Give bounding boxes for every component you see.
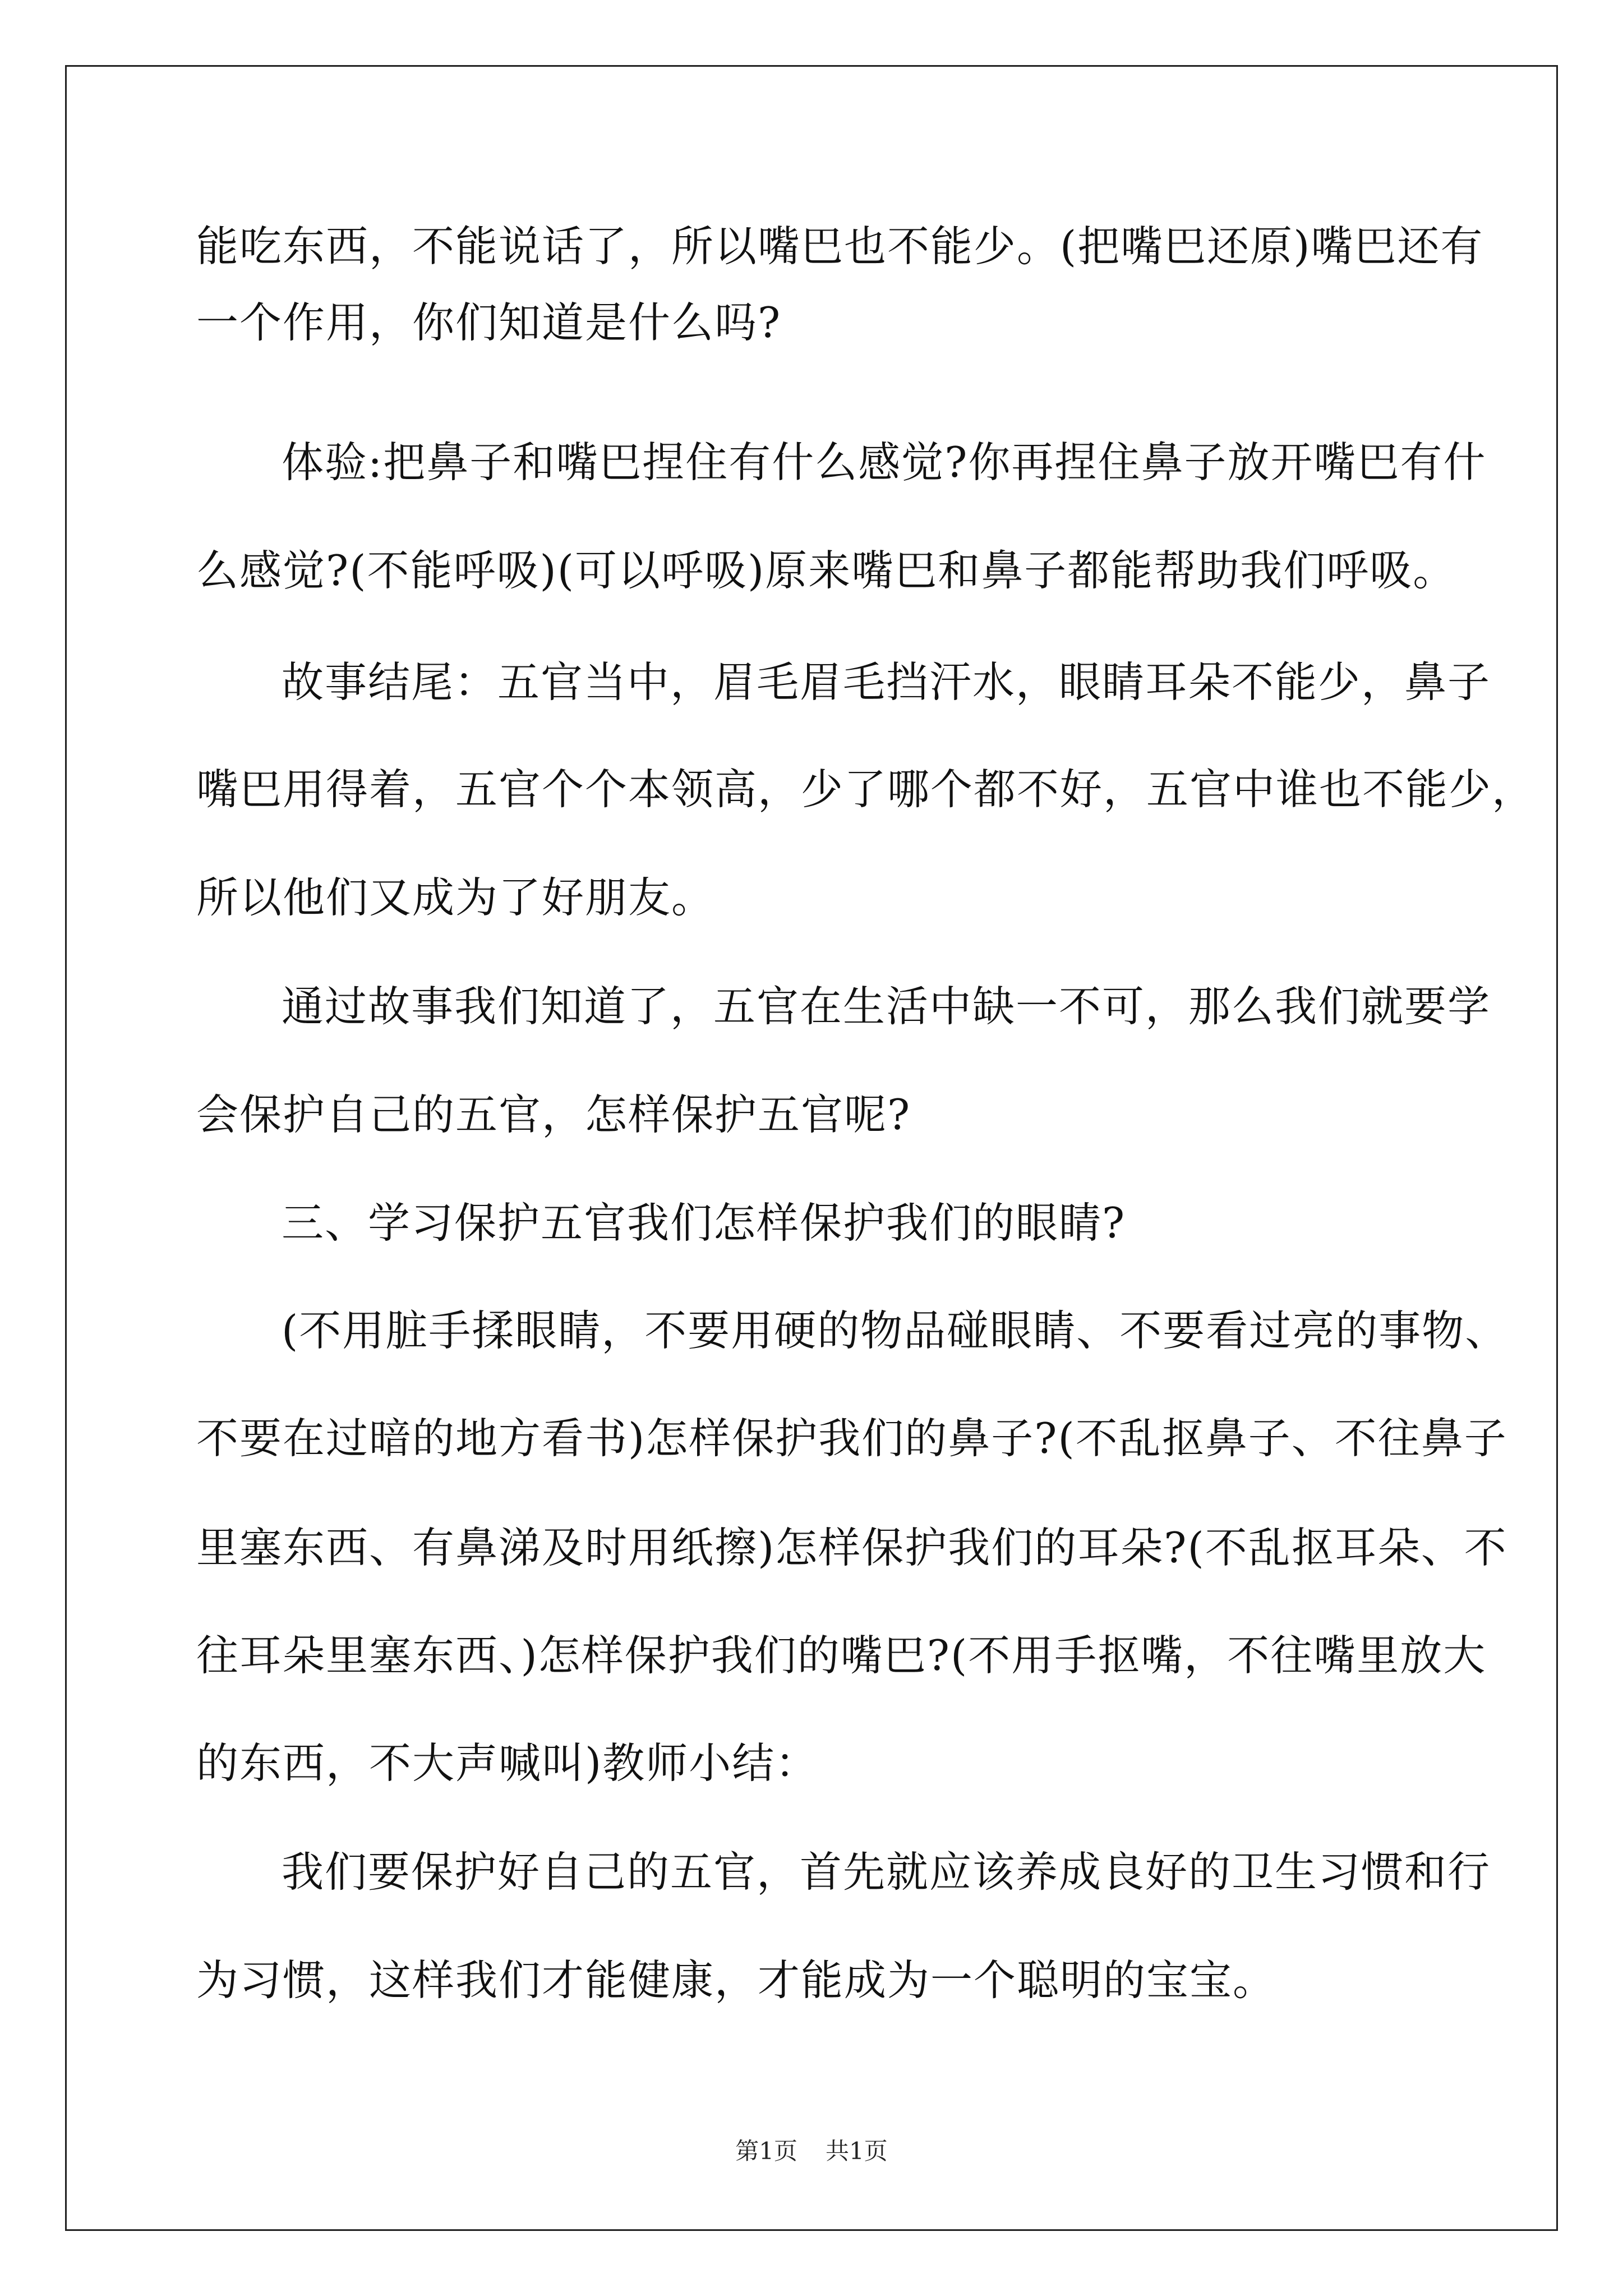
paragraph-start: 故事结尾：五官当中，眉毛眉毛挡汗水，眼睛耳朵不能少，鼻子 xyxy=(282,657,1491,707)
text-line: 么感觉?(不能呼吸)(可以呼吸)原来嘴巴和鼻子都能帮助我们呼吸。 xyxy=(196,546,1456,595)
text-line: 一个作用，你们知道是什么吗? xyxy=(196,298,782,347)
text-line: 能吃东西，不能说话了，所以嘴巴也不能少。(把嘴巴还原)嘴巴还有 xyxy=(196,222,1484,271)
text-line: 里塞东西、有鼻涕及时用纸擦)怎样保护我们的耳朵?(不乱抠耳朵、不 xyxy=(196,1523,1507,1572)
text-line: 会保护自己的五官，怎样保护五官呢? xyxy=(196,1090,911,1139)
text-line: 不要在过暗的地方看书)怎样保护我们的鼻子?(不乱抠鼻子、不往鼻子 xyxy=(196,1414,1507,1463)
text-line: 嘴巴用得着，五官个个本领高，少了哪个都不好，五官中谁也不能少， xyxy=(196,765,1536,814)
page-number: 第1页 xyxy=(735,2137,797,2165)
paragraph-start: (不用脏手揉眼睛，不要用硬的物品碰眼睛、不要看过亮的事物、 xyxy=(282,1306,1509,1355)
page-footer xyxy=(0,2139,1623,2163)
text-line: 为习惯，这样我们才能健康，才能成为一个聪明的宝宝。 xyxy=(196,1955,1276,2005)
text-line: 往耳朵里塞东西、)怎样保护我们的嘴巴?(不用手抠嘴，不往嘴里放大 xyxy=(196,1631,1487,1680)
paragraph-start: 体验:把鼻子和嘴巴捏住有什么感觉?你再捏住鼻子放开嘴巴有什 xyxy=(282,438,1487,487)
page-total: 共1页 xyxy=(826,2137,888,2165)
text-line: 所以他们又成为了好朋友。 xyxy=(196,873,715,922)
text-line: 的东西，不大声喊叫)教师小结： xyxy=(196,1738,819,1788)
paragraph-start: 通过故事我们知道了，五官在生活中缺一不可，那么我们就要学 xyxy=(282,982,1491,1031)
paragraph-start: 我们要保护好自己的五官，首先就应该养成良好的卫生习惯和行 xyxy=(282,1847,1491,1897)
paragraph-start: 三、学习保护五官我们怎样保护我们的眼睛? xyxy=(282,1198,1126,1248)
page-border xyxy=(65,65,1558,2231)
